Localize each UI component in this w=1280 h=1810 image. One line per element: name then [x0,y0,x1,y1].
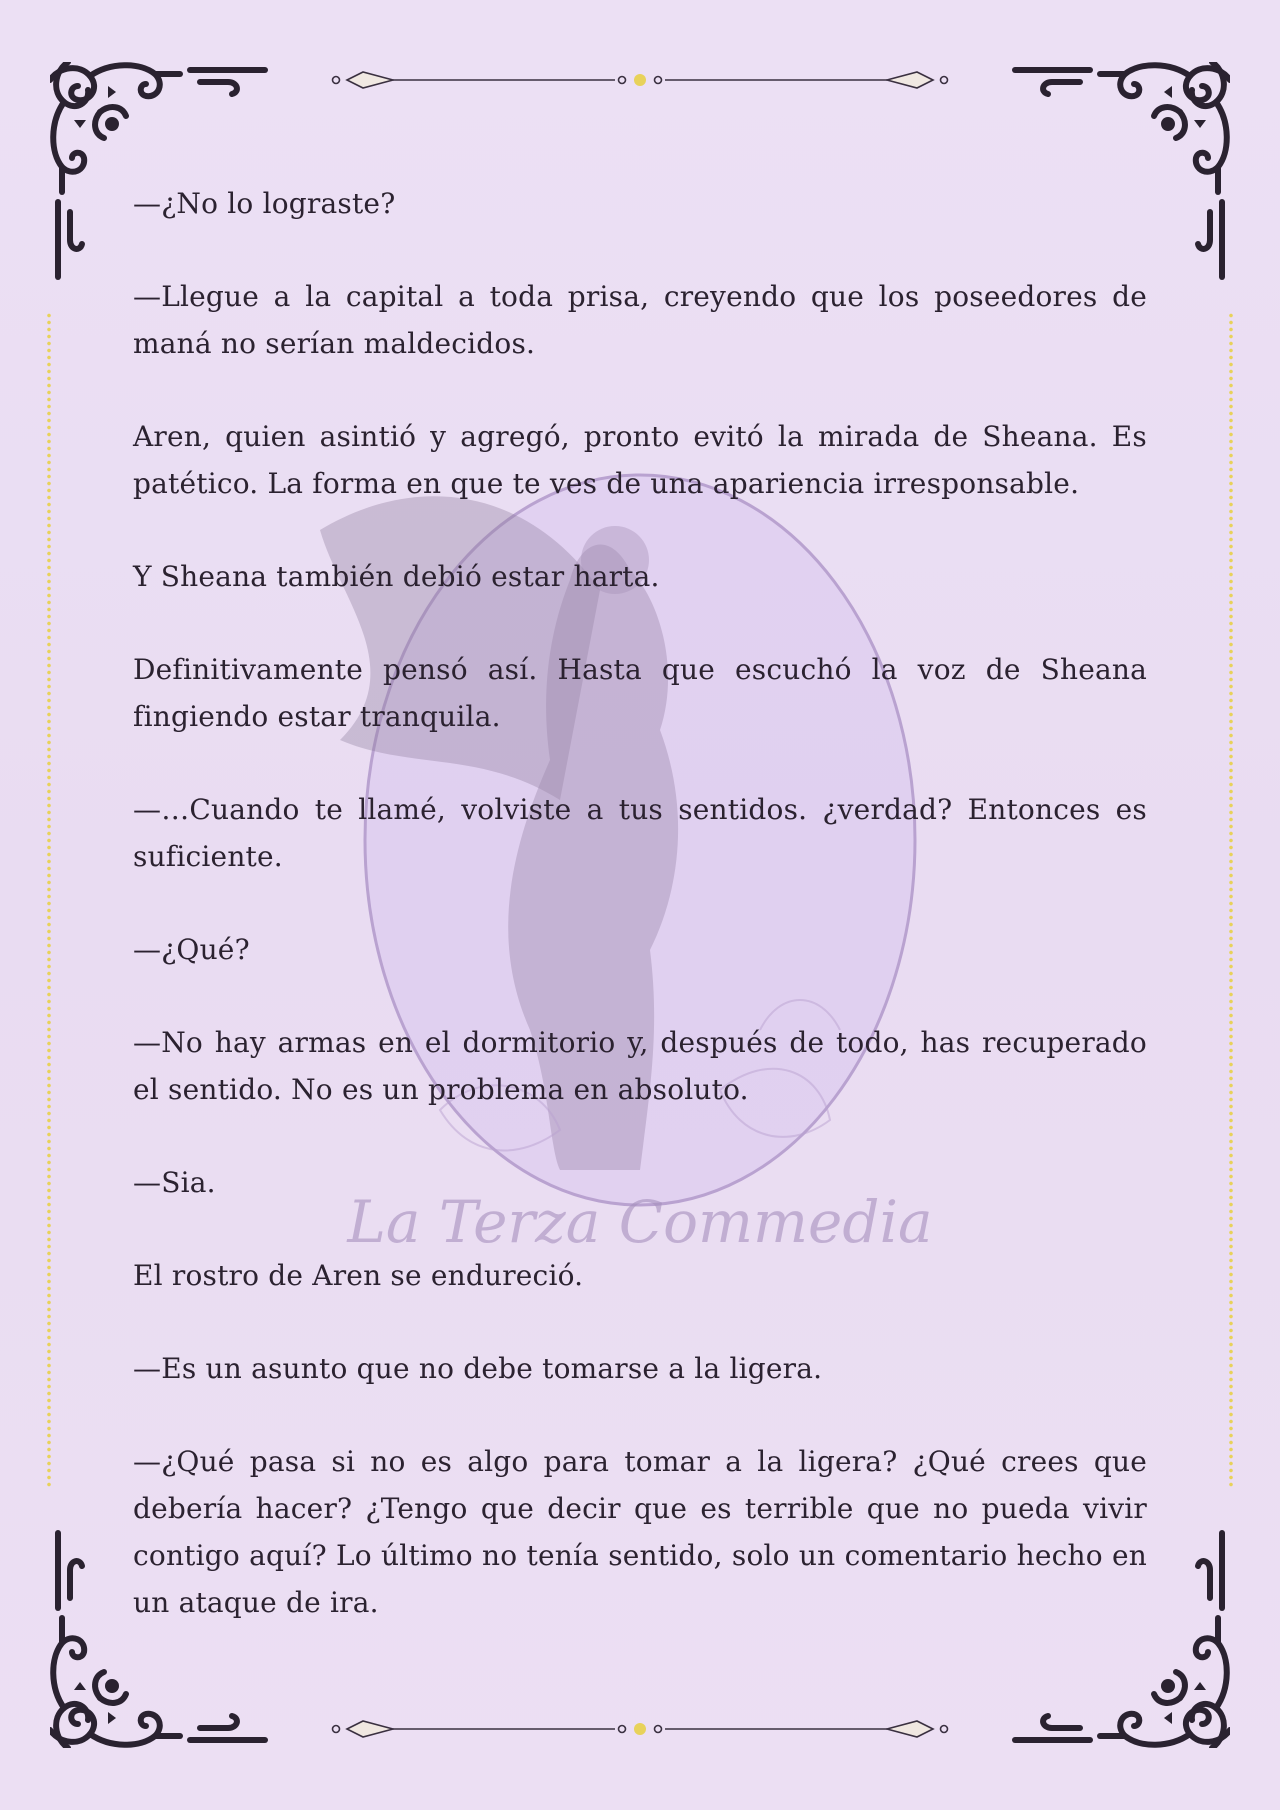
dotted-border-left [46,312,52,1487]
paragraph: El rostro de Aren se endureció. [133,1259,584,1292]
story-text [133,180,1147,1672]
paragraph: Aren, quien asintió y agregó, pronto evitó la mirada de Sheana. Es patético. La forma en que te ves de una apariencia irresponsable. [133,420,1147,500]
paragraph: Y Sheana también debió estar harta. [133,560,660,593]
paragraph: Definitivamente pensó así. Hasta que escuchó la voz de Sheana fingiendo estar tranquila. [133,653,1147,733]
paragraph: —¿Qué? [133,933,250,966]
paragraph: —Sia. [133,1166,216,1199]
divider-ornament-top [325,65,955,95]
dotted-border-right [1228,312,1234,1487]
divider-ornament-bottom [325,1714,955,1744]
paragraph: —Llegue a la capital a toda prisa, creyendo que los poseedores de maná no serían maldecidos. [133,280,1147,360]
watermark-text: La Terza Commedia [347,1188,933,1256]
paragraph: —¿Qué pasa si no es algo para tomar a la ligera? ¿Qué crees que debería hacer? ¿Tengo que decir que es terrible que no pueda vivir contigo aquí? Lo último no tenía sentido, solo un comentario hecho en un ataque de ira. [133,1445,1147,1619]
paragraph: —…Cuando te llamé, volviste a tus sentidos. ¿verdad? Entonces es suficiente. [133,793,1147,873]
paragraph: —No hay armas en el dormitorio y, después de todo, has recuperado el sentido. No es un problema en absoluto. [133,1026,1147,1106]
paragraph: —Es un asunto que no debe tomarse a la ligera. [133,1352,823,1385]
paragraph: —¿No lo lograste? [133,187,396,220]
